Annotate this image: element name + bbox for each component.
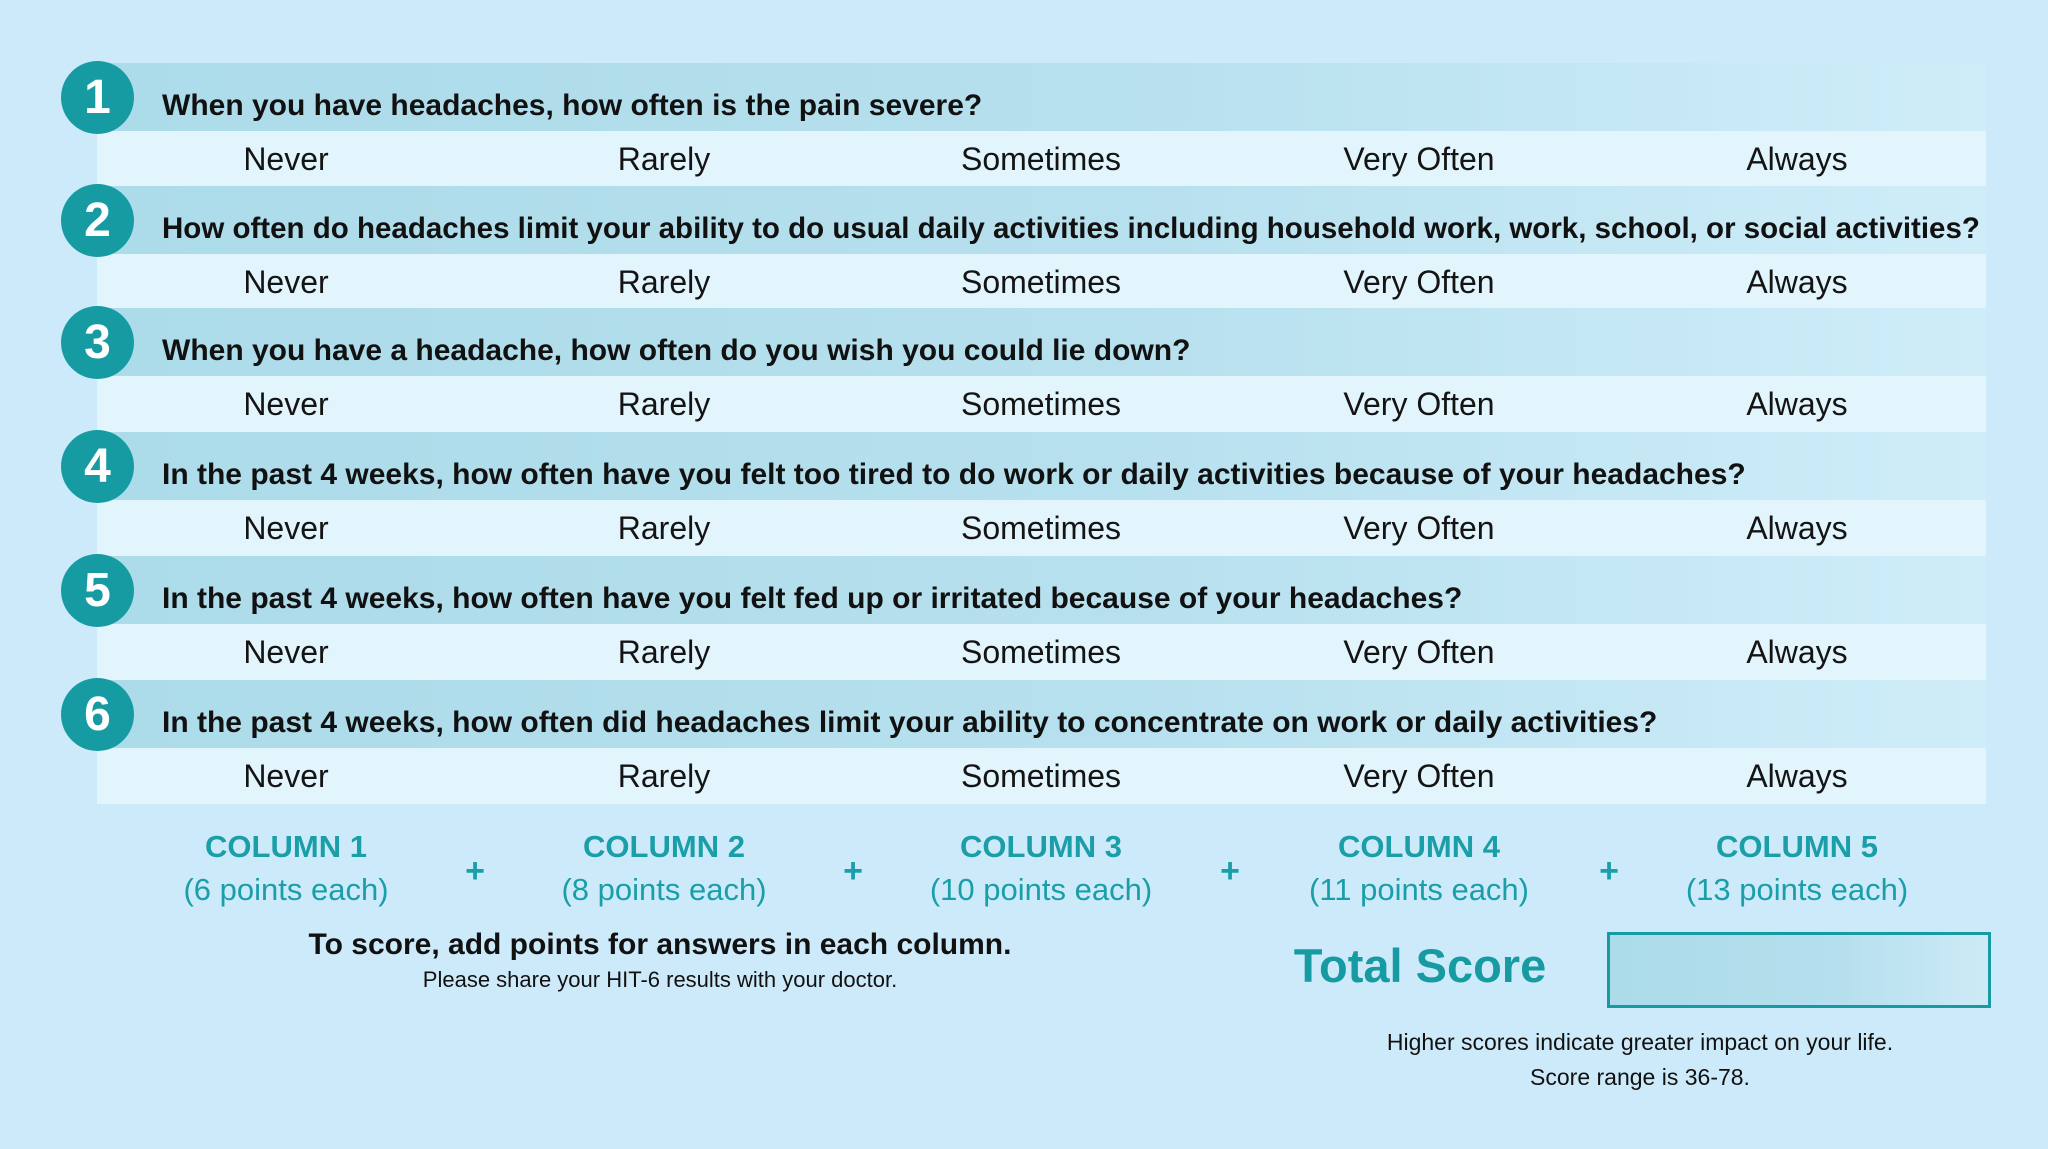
question-text: In the past 4 weeks, how often have you felt fed up or irritated because of your headaches? (162, 582, 1463, 615)
option-sometimes[interactable]: Sometimes (960, 634, 1122, 670)
question-number-badge: 1 (61, 61, 134, 134)
plus-sign: + (843, 852, 863, 890)
question-text: When you have a headache, how often do you wish you could lie down? (162, 334, 1191, 367)
total-score-label: Total Score (1293, 939, 1547, 992)
option-never[interactable]: Never (243, 758, 329, 794)
option-rarely[interactable]: Rarely (617, 510, 711, 546)
option-sometimes[interactable]: Sometimes (960, 758, 1122, 794)
question-2 (0, 186, 2048, 310)
option-rarely[interactable]: Rarely (617, 386, 711, 422)
option-very-often[interactable]: Very Often (1343, 386, 1495, 422)
column-4 (1259, 825, 1579, 911)
column-points: (8 points each) (561, 872, 767, 907)
question-number-badge: 2 (61, 184, 134, 257)
option-always[interactable]: Always (1746, 510, 1848, 546)
column-title: COLUMN 3 (960, 829, 1122, 864)
question-text: How often do headaches limit your ability to do usual daily activities including household work, work, school, or social activities? (162, 212, 1980, 245)
option-never[interactable]: Never (243, 141, 329, 177)
option-sometimes[interactable]: Sometimes (960, 386, 1122, 422)
scoring-instructions: To score, add points for answers in each column. (308, 928, 1012, 961)
question-text: In the past 4 weeks, how often did headaches limit your ability to concentrate on work or daily activities? (162, 706, 1658, 739)
question-number-badge: 4 (61, 430, 134, 503)
option-never[interactable]: Never (243, 386, 329, 422)
column-5 (1637, 825, 1957, 911)
option-never[interactable]: Never (243, 264, 329, 300)
option-never[interactable]: Never (243, 510, 329, 546)
option-rarely[interactable]: Rarely (617, 264, 711, 300)
column-2 (504, 825, 824, 911)
question-number-badge: 3 (61, 306, 134, 379)
question-1 (0, 63, 2048, 187)
question-6 (0, 680, 2048, 804)
plus-sign: + (1599, 852, 1619, 890)
impact-note: Higher scores indicate greater impact on your life. (1386, 1029, 1894, 1055)
share-results-note: Please share your HIT-6 results with your doctor. (422, 967, 898, 992)
plus-sign: + (1220, 852, 1240, 890)
option-never[interactable]: Never (243, 634, 329, 670)
column-points: (11 points each) (1309, 872, 1529, 907)
option-rarely[interactable]: Rarely (617, 141, 711, 177)
option-always[interactable]: Always (1746, 141, 1848, 177)
question-number-badge: 5 (61, 554, 134, 627)
option-always[interactable]: Always (1746, 386, 1848, 422)
option-always[interactable]: Always (1746, 758, 1848, 794)
column-points: (6 points each) (183, 872, 389, 907)
option-always[interactable]: Always (1746, 264, 1848, 300)
column-points: (13 points each) (1685, 872, 1909, 907)
question-4 (0, 432, 2048, 556)
option-rarely[interactable]: Rarely (617, 634, 711, 670)
column-title: COLUMN 4 (1338, 829, 1500, 864)
option-very-often[interactable]: Very Often (1343, 758, 1495, 794)
question-5 (0, 556, 2048, 680)
column-points: (10 points each) (929, 872, 1153, 907)
column-1 (126, 825, 446, 911)
column-title: COLUMN 1 (205, 829, 367, 864)
column-3 (881, 825, 1201, 911)
question-3 (0, 308, 2048, 432)
option-very-often[interactable]: Very Often (1343, 264, 1495, 300)
score-range-note: Score range is 36-78. (1530, 1064, 1750, 1090)
question-text: In the past 4 weeks, how often have you felt too tired to do work or daily activities because of your headaches? (162, 458, 1746, 491)
question-number-badge: 6 (61, 678, 134, 751)
option-rarely[interactable]: Rarely (617, 758, 711, 794)
option-always[interactable]: Always (1746, 634, 1848, 670)
option-sometimes[interactable]: Sometimes (960, 510, 1122, 546)
column-title: COLUMN 2 (583, 829, 745, 864)
option-sometimes[interactable]: Sometimes (960, 141, 1122, 177)
option-sometimes[interactable]: Sometimes (960, 264, 1122, 300)
column-title: COLUMN 5 (1716, 829, 1878, 864)
option-very-often[interactable]: Very Often (1343, 141, 1495, 177)
option-very-often[interactable]: Very Often (1343, 634, 1495, 670)
option-very-often[interactable]: Very Often (1343, 510, 1495, 546)
plus-sign: + (465, 852, 485, 890)
question-text: When you have headaches, how often is the pain severe? (162, 89, 983, 122)
total-score-field[interactable] (1607, 932, 1991, 1008)
